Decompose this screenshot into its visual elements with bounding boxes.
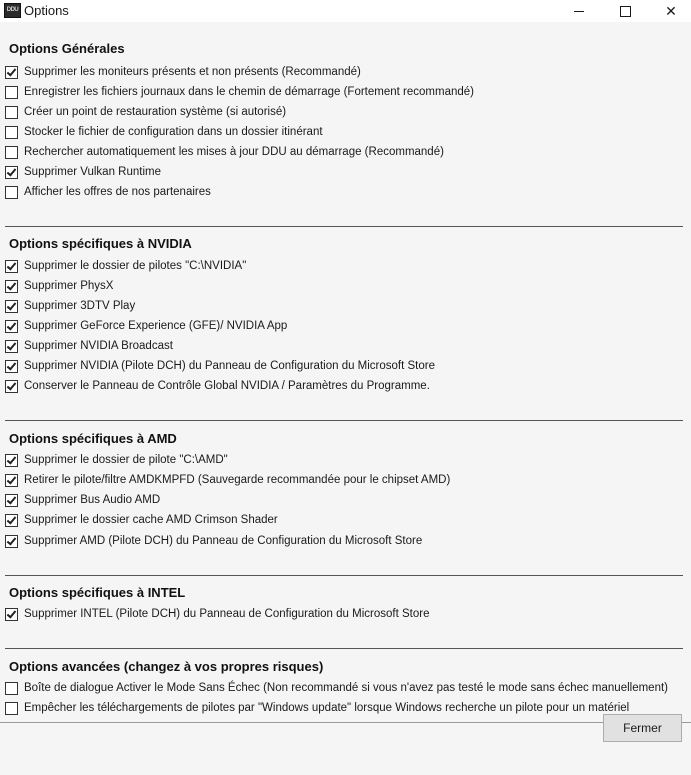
option-amd-4[interactable] (5, 532, 422, 550)
option-nvidia-0[interactable] (5, 257, 246, 275)
section-divider (5, 226, 683, 227)
section-title-general: Options Générales (9, 41, 125, 56)
option-general-2[interactable] (5, 103, 286, 121)
section-title-advanced: Options avancées (changez à vos propres risques) (9, 659, 324, 674)
option-label: Boîte de dialogue Activer le Mode Sans Échec (Non recommandé si vous n'avez pas testé le mode sans échec manuellement) (24, 682, 668, 694)
section-divider (5, 575, 683, 576)
option-advanced-0[interactable] (5, 679, 668, 697)
checkbox[interactable] (5, 320, 18, 333)
checkbox[interactable] (5, 702, 18, 715)
checkbox[interactable] (5, 186, 18, 199)
option-label: Rechercher automatiquement les mises à jour DDU au démarrage (Recommandé) (24, 146, 444, 158)
checkbox[interactable] (5, 86, 18, 99)
maximize-button[interactable] (602, 0, 648, 22)
minimize-icon (574, 11, 584, 12)
checkbox[interactable] (5, 300, 18, 313)
option-amd-0[interactable] (5, 451, 228, 469)
option-general-6[interactable] (5, 183, 211, 201)
option-label: Supprimer le dossier de pilotes "C:\NVIDIA" (24, 260, 247, 272)
minimize-button[interactable] (556, 0, 602, 22)
option-label: Supprimer GeForce Experience (GFE)/ NVIDIA App (24, 320, 288, 332)
option-general-4[interactable] (5, 143, 444, 161)
option-label: Supprimer le dossier cache AMD Crimson Shader (24, 514, 278, 526)
checkbox[interactable] (5, 146, 18, 159)
option-label: Supprimer Bus Audio AMD (24, 494, 161, 506)
option-label: Supprimer les moniteurs présents et non présents (Recommandé) (24, 66, 361, 78)
checkbox[interactable] (5, 106, 18, 119)
option-amd-3[interactable] (5, 511, 278, 529)
option-label: Supprimer NVIDIA Broadcast (24, 340, 173, 352)
option-label: Supprimer AMD (Pilote DCH) du Panneau de Configuration du Microsoft Store (24, 535, 423, 547)
option-general-1[interactable] (5, 83, 474, 101)
option-label: Supprimer PhysX (24, 280, 114, 292)
checkbox[interactable] (5, 66, 18, 79)
checkbox[interactable] (5, 494, 18, 507)
checkbox[interactable] (5, 682, 18, 695)
option-label: Stocker le fichier de configuration dans un dossier itinérant (24, 126, 323, 138)
option-nvidia-2[interactable] (5, 297, 135, 315)
close-icon: ✕ (665, 2, 677, 19)
option-nvidia-6[interactable] (5, 377, 430, 395)
options-content (0, 22, 691, 775)
option-label: Supprimer NVIDIA (Pilote DCH) du Panneau de Configuration du Microsoft Store (24, 360, 436, 372)
section-title-amd: Options spécifiques à AMD (9, 431, 177, 446)
checkbox[interactable] (5, 514, 18, 527)
close-window-button[interactable] (648, 0, 691, 22)
option-nvidia-4[interactable] (5, 337, 173, 355)
checkbox[interactable] (5, 260, 18, 273)
option-label: Créer un point de restauration système (si autorisé) (24, 106, 287, 118)
option-nvidia-1[interactable] (5, 277, 113, 295)
footer-divider (0, 722, 691, 723)
section-title-nvidia: Options spécifiques à NVIDIA (9, 236, 192, 251)
checkbox[interactable] (5, 340, 18, 353)
section-title-intel: Options spécifiques à INTEL (9, 585, 186, 600)
checkbox[interactable] (5, 126, 18, 139)
option-label: Supprimer le dossier de pilote "C:\AMD" (24, 454, 228, 466)
checkbox[interactable] (5, 474, 18, 487)
option-label: Empêcher les téléchargements de pilotes par "Windows update" lorsque Windows recherche un pilote pour un matériel (24, 702, 630, 714)
option-general-0[interactable] (5, 63, 361, 81)
checkbox[interactable] (5, 380, 18, 393)
option-label: Retirer le pilote/filtre AMDKMPFD (Sauvegarde recommandée pour le chipset AMD) (24, 474, 451, 486)
section-divider (5, 420, 683, 421)
option-general-3[interactable] (5, 123, 323, 141)
option-nvidia-5[interactable] (5, 357, 435, 375)
checkbox[interactable] (5, 360, 18, 373)
checkbox[interactable] (5, 454, 18, 467)
option-general-5[interactable] (5, 163, 161, 181)
option-label: Enregistrer les fichiers journaux dans le chemin de démarrage (Fortement recommandé) (24, 86, 474, 98)
option-label: Afficher les offres de nos partenaires (24, 186, 211, 198)
checkbox[interactable] (5, 608, 18, 621)
checkbox[interactable] (5, 535, 18, 548)
option-amd-2[interactable] (5, 491, 160, 509)
section-divider (5, 648, 683, 649)
checkbox[interactable] (5, 166, 18, 179)
maximize-icon (620, 6, 631, 17)
window-title: Options (24, 3, 69, 18)
option-label: Supprimer 3DTV Play (24, 300, 136, 312)
option-intel-0[interactable] (5, 605, 429, 623)
ddu-app-icon: DDU (4, 3, 21, 18)
option-label: Supprimer Vulkan Runtime (24, 166, 161, 178)
title-bar (0, 0, 691, 22)
option-amd-1[interactable] (5, 471, 450, 489)
option-nvidia-3[interactable] (5, 317, 287, 335)
option-advanced-1[interactable] (5, 699, 629, 717)
checkbox[interactable] (5, 280, 18, 293)
close-button[interactable]: Fermer (603, 714, 682, 742)
option-label: Supprimer INTEL (Pilote DCH) du Panneau de Configuration du Microsoft Store (24, 608, 430, 620)
option-label: Conserver le Panneau de Contrôle Global NVIDIA / Paramètres du Programme. (24, 380, 430, 392)
